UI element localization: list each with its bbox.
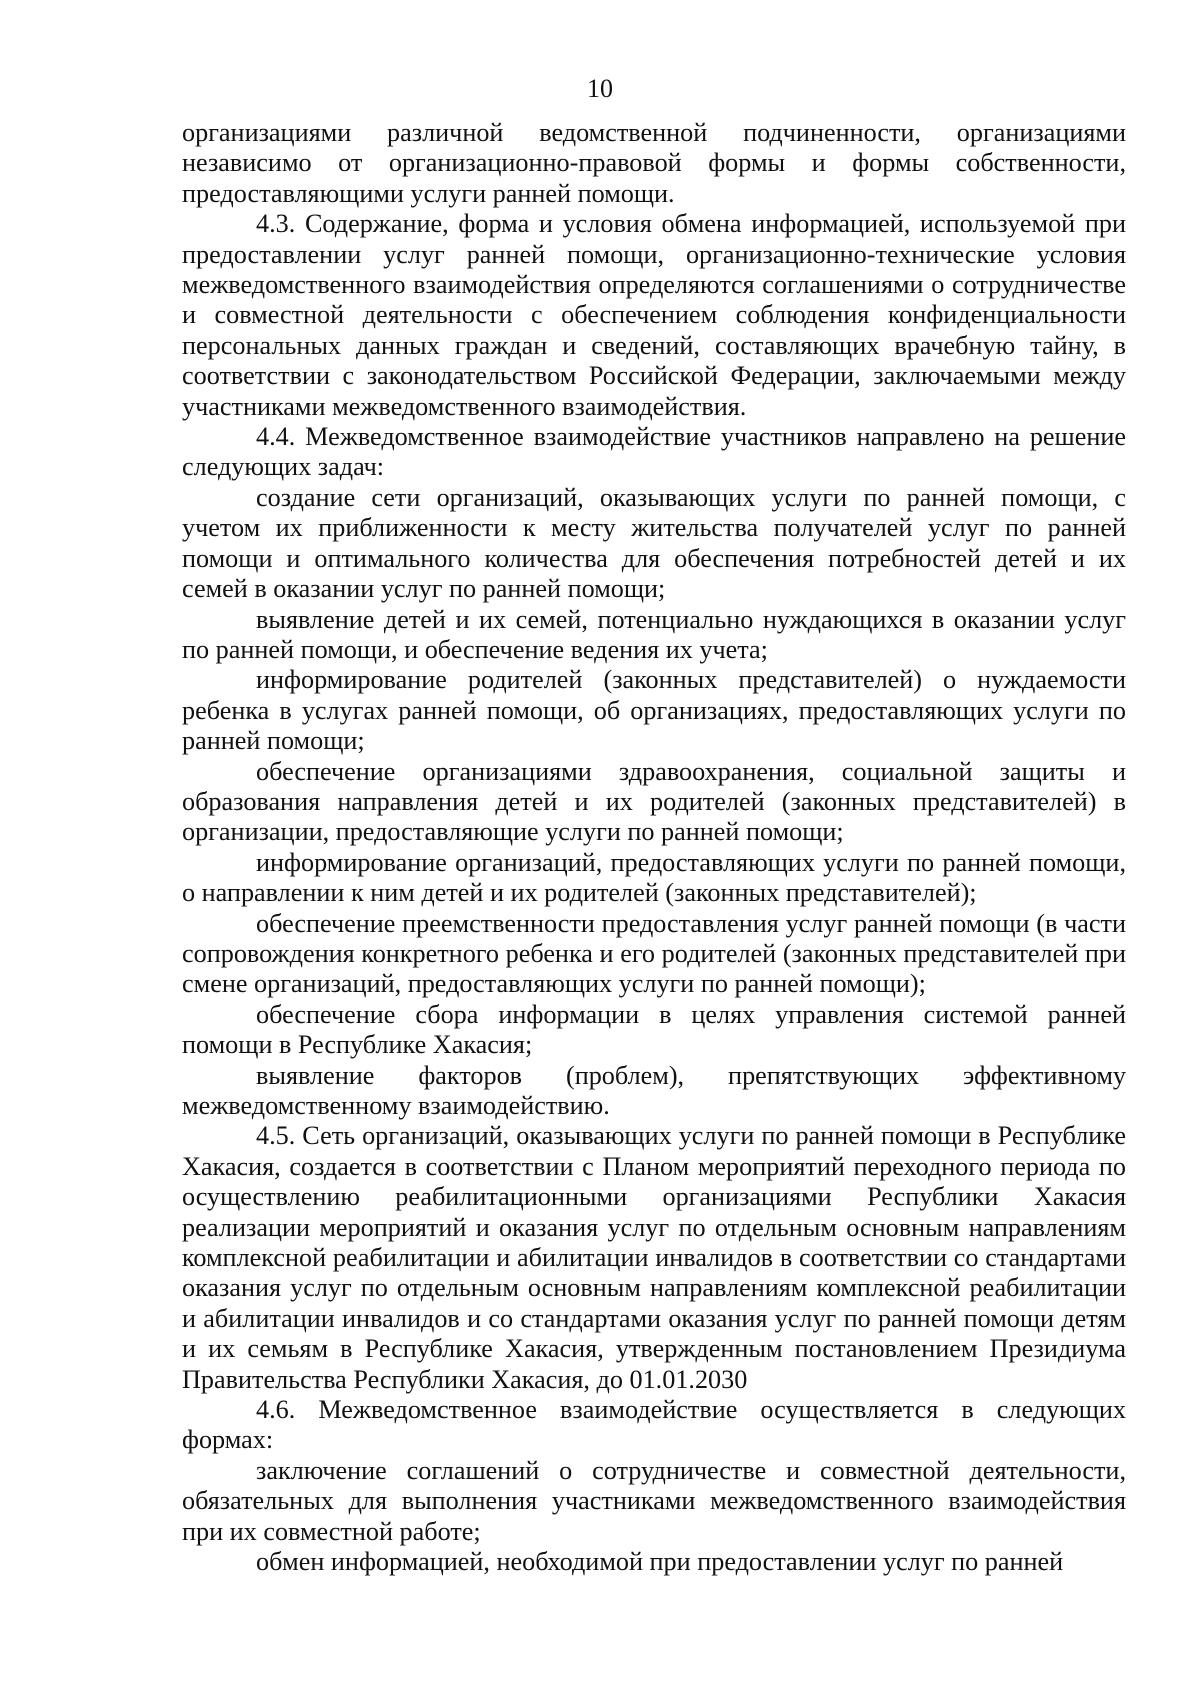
paragraph-4-6: 4.6. Межведомственное взаимодействие осуществляется в следующих формах: xyxy=(182,1395,1126,1455)
form-item: обмен информацией, необходимой при предоставлении услуг по ранней xyxy=(256,1547,1064,1577)
paragraph-4-3: 4.3. Содержание, форма и условия обмена информацией, используемой при предоставлении услуг ранней помощи, организационно-технические условия межведомственного взаимодействия определяются соглашениями о сотрудничестве и совместной деятельности с обеспечением соблюдения конфиденциальности персональных данных граждан и сведений, составляющих врачебную тайну, в соответствии с законодательством Российской Федерации, заключаемыми между участниками межведомственного взаимодействия. xyxy=(182,209,1126,421)
task-item: выявление факторов (проблем), препятствующих эффективному межведомственному взаимодействию. xyxy=(182,1060,1126,1120)
form-item: заключение соглашений о сотрудничестве и совместной деятельности, обязательных для выполнения участниками межведомственного взаимодействия при их совместной работе; xyxy=(182,1455,1126,1546)
task-item: информирование родителей (законных представителей) о нуждаемости ребенка в услугах ранней помощи, об организациях, предоставляющих услуги по ранней помощи; xyxy=(182,665,1126,756)
paragraph-4-4: 4.4. Межведомственное взаимодействие участников направлено на решение следующих задач: xyxy=(182,422,1126,482)
task-item: выявление детей и их семей, потенциально нуждающихся в оказании услуг по ранней помощи, и обеспечение ведения их учета; xyxy=(182,604,1126,664)
paragraph-4-5: 4.5. Сеть организаций, оказывающих услуги по ранней помощи в Республике Хакасия, создается в соответствии с Планом мероприятий переходного периода по осуществлению реабилитационными организациями Республики Хакасия реализации мероприятий и оказания услуг по отдельным основным направлениям комплексной реабилитации и абилитации инвалидов в соответствии со стандартами оказания услуг по отдельным основным направлениям комплексной реабилитации и абилитации инвалидов и со стандартами оказания услуг по ранней помощи детям и их семьям в Республике Хакасия, утвержденным постановлением Президиума Правительства Республики Хакасия, до 01.01.2030 xyxy=(182,1121,1126,1394)
task-item: обеспечение преемственности предоставления услуг ранней помощи (в части сопровождения конкретного ребенка и его родителей (законных представителей при смене организаций, предоставляющих услуги по ранней помощи); xyxy=(182,908,1126,999)
task-item: обеспечение сбора информации в целях управления системой ранней помощи в Республике Хакасия; xyxy=(182,999,1126,1060)
task-item: обеспечение организациями здравоохранения, социальной защиты и образования направления детей и их родителей (законных представителей) в организации, предоставляющие услуги по ранней помощи; xyxy=(182,756,1126,847)
document-body xyxy=(182,118,1126,1578)
task-item: создание сети организаций, оказывающих услуги по ранней помощи, с учетом их приближенности к месту жительства получателей услуг по ранней помощи и оптимального количества для обеспечения потребностей детей и их семей в оказании услуг по ранней помощи; xyxy=(182,482,1126,604)
paragraph-continuation: организациями различной ведомственной подчиненности, организациями независимо от организационно-правовой формы и формы собственности, предоставляющими услуги ранней помощи. xyxy=(182,118,1126,208)
task-item: информирование организаций, предоставляющих услуги по ранней помощи, о направлении к ним детей и их родителей (законных представителей); xyxy=(182,847,1126,908)
page-number: 10 xyxy=(587,74,613,103)
